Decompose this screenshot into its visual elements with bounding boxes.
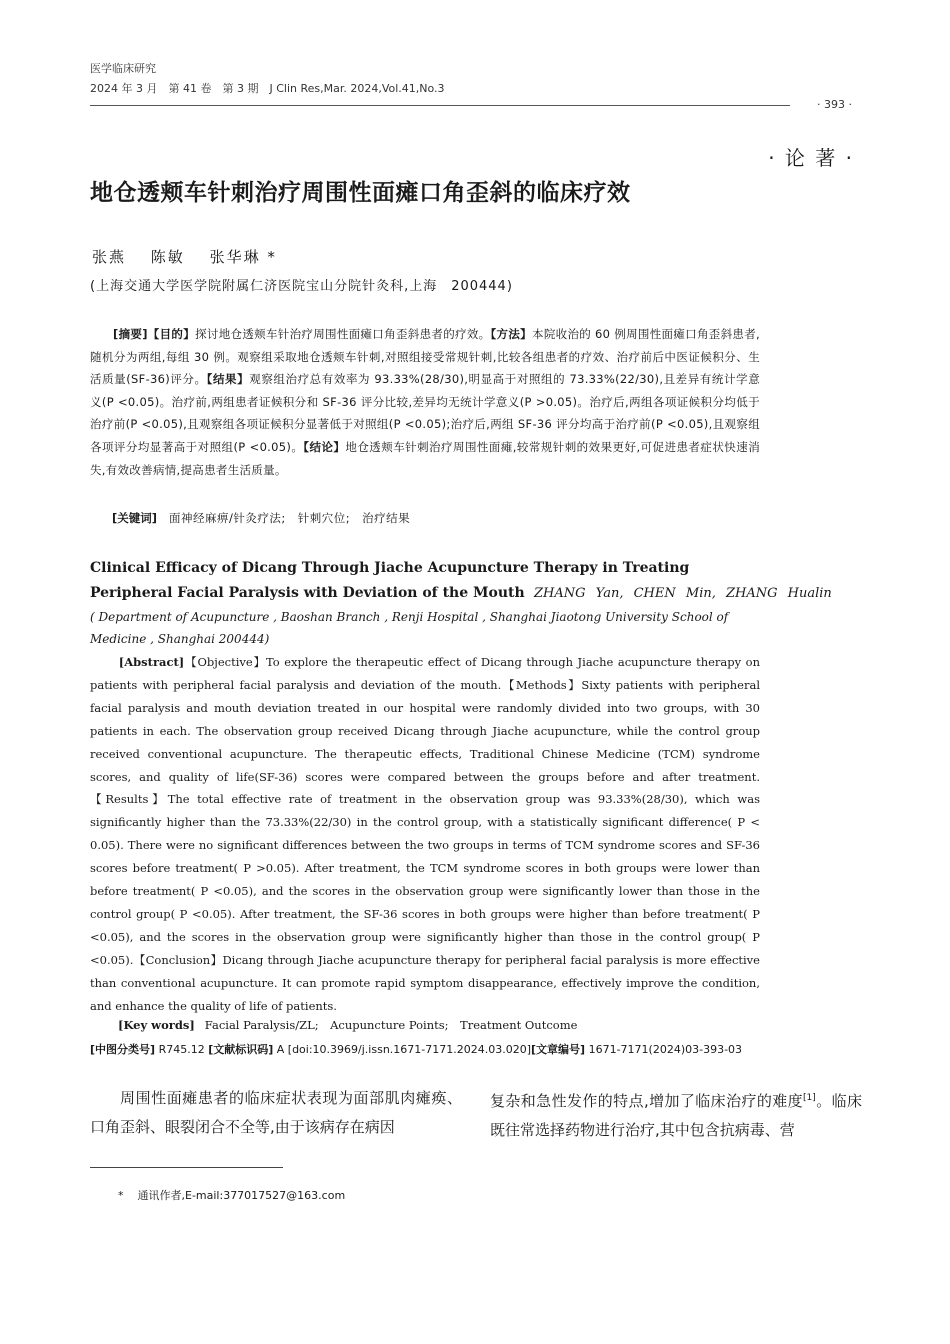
cn-results-label: 【结果】 (206, 372, 250, 387)
doc-code-label: [文献标识码] (208, 1043, 274, 1056)
affiliation: (上海交通大学医学院附属仁济医院宝山分院针灸科,上海 200444) (90, 279, 513, 294)
chinese-keywords (112, 510, 410, 526)
journal-name: 医学临床研究 (90, 62, 156, 75)
en-conclusion: Dicang through Jiache acupuncture therapy for peripheral facial paralysis is more effective than conventional acupuncture. It can promote rapid symptom disappearance, effectively improve the condition, and enhance the quality of life of patients. (90, 952, 760, 1013)
issue-line: 2024 年 3 月 第 41 卷 第 3 期 J Clin Res,Mar. 2024,Vol.41,No.3 (90, 82, 445, 95)
en-conclusion-label: 【Conclusion】 (133, 952, 223, 967)
body-text-column-1: 周围性面瘫患者的临床症状表现为面部肌肉瘫痪、口角歪斜、眼裂闭合不全等,由于该病存在病因 (90, 1089, 462, 1136)
cn-methods: 本院收治的 60 例周围性面瘫口角歪斜患者,随机分为两组,每组 30 例。观察组采取地仓透颊车针刺,对照组接受常规针刺,比较各组患者的疗效、治疗前后中医证候积分、生活质量(SF-36)评分。 (90, 327, 761, 387)
page-number: · 393 · (817, 98, 852, 111)
footnote-mark: * (118, 1189, 124, 1202)
cn-results: 观察组治疗总有效率为 93.33%(28/30),明显高于对照组的 73.33%(22/30),且差异有统计学意义(P <0.05)。治疗前,两组患者证候积分和 SF-36 评分比较,差异均无统计学意义(P >0.05)。治疗后,两组各项证候积分均低于治疗前(P <0.05),且观察组各项证候积分显著低于对照组(P <0.05);治疗后,两组 SF-36 评分均高于治疗前(P <0.05),且观察组各项评分均显著高于对照组(P <0.05)。 (90, 372, 760, 454)
footnote-text: 通讯作者,E-mail:377017527@163.com (137, 1189, 346, 1202)
header-rule (90, 105, 790, 106)
doc-code-value: A [doi:10.3969/j.issn.1671-7171.2024.03.020] (276, 1043, 532, 1056)
english-keywords (118, 1017, 577, 1033)
en-results-label: 【Results】 (90, 792, 168, 807)
article-no-label: [文章编号] (531, 1043, 586, 1056)
author-2: 陈敏 (150, 248, 185, 266)
cn-objective-label: 【目的】 (147, 327, 196, 341)
en-abstract-label: [Abstract] (118, 655, 185, 669)
body-text-column-2 (490, 1084, 862, 1145)
en-keywords-value: Facial Paralysis/ZL; Acupuncture Points; Treatment Outcome (204, 1018, 578, 1032)
cn-abstract-label: [摘要] (113, 327, 148, 341)
author-list (92, 246, 295, 267)
footnote-rule (90, 1167, 283, 1168)
english-authors: ZHANG Yan, CHEN Min, ZHANG Hualin (534, 586, 832, 601)
english-affiliation: ( Department of Acupuncture , Baoshan Branch , Renji Hospital , Shanghai Jiaotong University School of Medicine , Shanghai 200444) (90, 610, 729, 646)
chinese-abstract (90, 323, 760, 481)
footnote (118, 1187, 345, 1203)
en-results: The total effective rate of treatment in the observation group was 93.33%(28/30), which was significantly higher than the 73.33%(22/30) in the control group, with a statistically significant difference( P < 0.05). There were no significant differences between the two groups in terms of TCM syndrome scores and SF-36 scores before treatment( P >0.05). After treatment, the TCM syndrome scores in both groups were lower than before treatment( P <0.05), and the scores in the observation group were significantly lower than those in the control group( P <0.05). After treatment, the SF-36 scores in both groups were higher than before treatment( P <0.05), and the scores in the observation group were significantly higher than those in the control group( P <0.05). (90, 792, 760, 967)
citation-ref: [1] (803, 1093, 816, 1103)
article-no-value: 1671-7171(2024)03-393-03 (588, 1043, 743, 1056)
classification-line (90, 1041, 742, 1057)
article-title: 地仓透颊车针刺治疗周围性面瘫口角歪斜的临床疗效 (90, 180, 631, 206)
cn-conclusion: 地仓透颊车针刺治疗周围性面瘫,较常规针刺的效果更好,可促进患者症状快速消失,有效改善病情,提高患者生活质量。 (90, 439, 761, 477)
clc-value: R745.12 (158, 1043, 205, 1056)
english-abstract (90, 651, 760, 1018)
clc-label: [中图分类号] (90, 1043, 156, 1056)
english-title-block (90, 556, 832, 606)
cn-keywords-label: [关键词] (112, 511, 158, 525)
en-keywords-label: [Key words] (118, 1018, 195, 1032)
author-3: 张华琳 * (209, 248, 277, 266)
author-1: 张燕 (92, 248, 127, 266)
en-methods: Sixty patients with peripheral facial paralysis and mouth deviation treated in our hospital were randomly divided into two groups, with 30 patients in each. The observation group received Dicang through Jiache acupuncture, while the control group received conventional acupuncture. The therapeutic effects, Traditional Chinese Medicine (TCM) syndrome scores, and quality of life(SF-36) scores were compared between the groups before and after treatment. (90, 677, 760, 784)
cn-objective: 探讨地仓透颊车针治疗周围性面瘫口角歪斜患者的疗效。 (195, 327, 491, 341)
en-objective: To explore the therapeutic effect of Dicang through Jiache acupuncture therapy on patients with peripheral facial paralysis and deviation of the mouth. (90, 655, 760, 692)
body-col2-part-a: 复杂和急性发作的特点,增加了临床治疗的难度 (490, 1092, 804, 1110)
en-objective-label: 【Objective】 (184, 655, 266, 669)
cn-conclusion-label: 【结论】 (303, 439, 346, 454)
english-title: Clinical Efficacy of Dicang Through Jiache Acupuncture Therapy in Treating Peripheral Facial Paralysis with Deviation of the Mouth (90, 560, 690, 601)
en-methods-label: 【Methods】 (501, 677, 582, 692)
body-col2-part-b: 。临床既往常选择药物进行治疗,其中包含抗病毒、营 (490, 1092, 862, 1139)
cn-keywords-value: 面神经麻痹/针灸疗法; 针刺穴位; 治疗结果 (169, 511, 411, 525)
column-tag: · 论 著 · (768, 146, 854, 170)
cn-methods-label: 【方法】 (490, 327, 532, 341)
